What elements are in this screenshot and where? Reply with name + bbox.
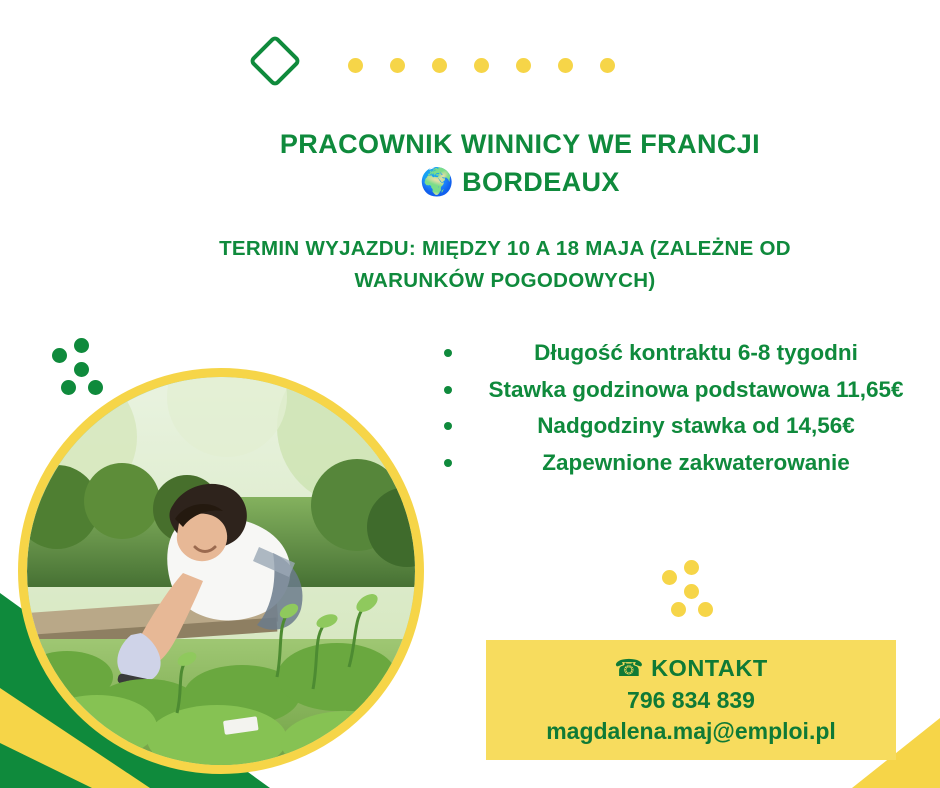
- list-item-label: Stawka godzinowa podstawowa 11,65€: [488, 376, 904, 402]
- dot-icon: [698, 602, 713, 617]
- list-item-label: Długość kontraktu 6-8 tygodni: [534, 340, 858, 365]
- top-dot-row-decoration: [348, 58, 615, 73]
- offer-details-list: [430, 337, 928, 484]
- dot-icon: [61, 380, 76, 395]
- diamond-outline-icon: [248, 34, 302, 88]
- list-item: [430, 447, 928, 480]
- dot-icon: [516, 58, 531, 73]
- contact-box: [486, 640, 896, 760]
- phone-icon: ☎: [614, 653, 645, 682]
- yellow-dot-cluster-decoration: [662, 560, 724, 622]
- headline-line-2: [130, 163, 910, 202]
- dot-icon: [390, 58, 405, 73]
- page-title: [130, 125, 910, 203]
- dot-icon: [88, 380, 103, 395]
- dot-icon: [662, 570, 677, 585]
- contact-phone[interactable]: 796 834 839: [627, 686, 755, 713]
- headline-line-1: PRACOWNIK WINNICY WE FRANCJI: [279, 129, 761, 159]
- list-item-label: Zapewnione zakwaterowanie: [542, 449, 850, 475]
- dot-icon: [74, 338, 89, 353]
- dot-icon: [74, 362, 89, 377]
- departure-date-note: [110, 233, 900, 297]
- subheadline-line-1: TERMIN WYJAZDU: MIĘDZY 10 A 18 MAJA (ZALEŻNE OD: [219, 237, 791, 260]
- dot-icon: [52, 348, 67, 363]
- globe-icon: 🌍: [420, 167, 455, 199]
- contact-email[interactable]: magdalena.maj@emploi.pl: [546, 717, 836, 744]
- dot-icon: [474, 58, 489, 73]
- dot-icon: [432, 58, 447, 73]
- contact-title: [614, 653, 767, 685]
- list-item: [430, 374, 928, 407]
- dot-icon: [671, 602, 686, 617]
- dot-icon: [684, 584, 699, 599]
- list-item: [430, 410, 928, 443]
- list-item-label: Nadgodziny stawka od 14,56€: [537, 413, 855, 439]
- photo-circle-frame: [18, 368, 424, 774]
- contact-title-label: KONTAKT: [651, 654, 768, 681]
- headline-location: BORDEAUX: [462, 167, 620, 198]
- dot-icon: [348, 58, 363, 73]
- dot-icon: [684, 560, 699, 575]
- dot-icon: [558, 58, 573, 73]
- dot-icon: [600, 58, 615, 73]
- green-dot-cluster-decoration: [52, 338, 114, 400]
- subheadline-line-2: WARUNKÓW POGODOWYCH): [354, 268, 656, 292]
- list-item: [430, 337, 928, 370]
- worker-photo: [27, 377, 415, 765]
